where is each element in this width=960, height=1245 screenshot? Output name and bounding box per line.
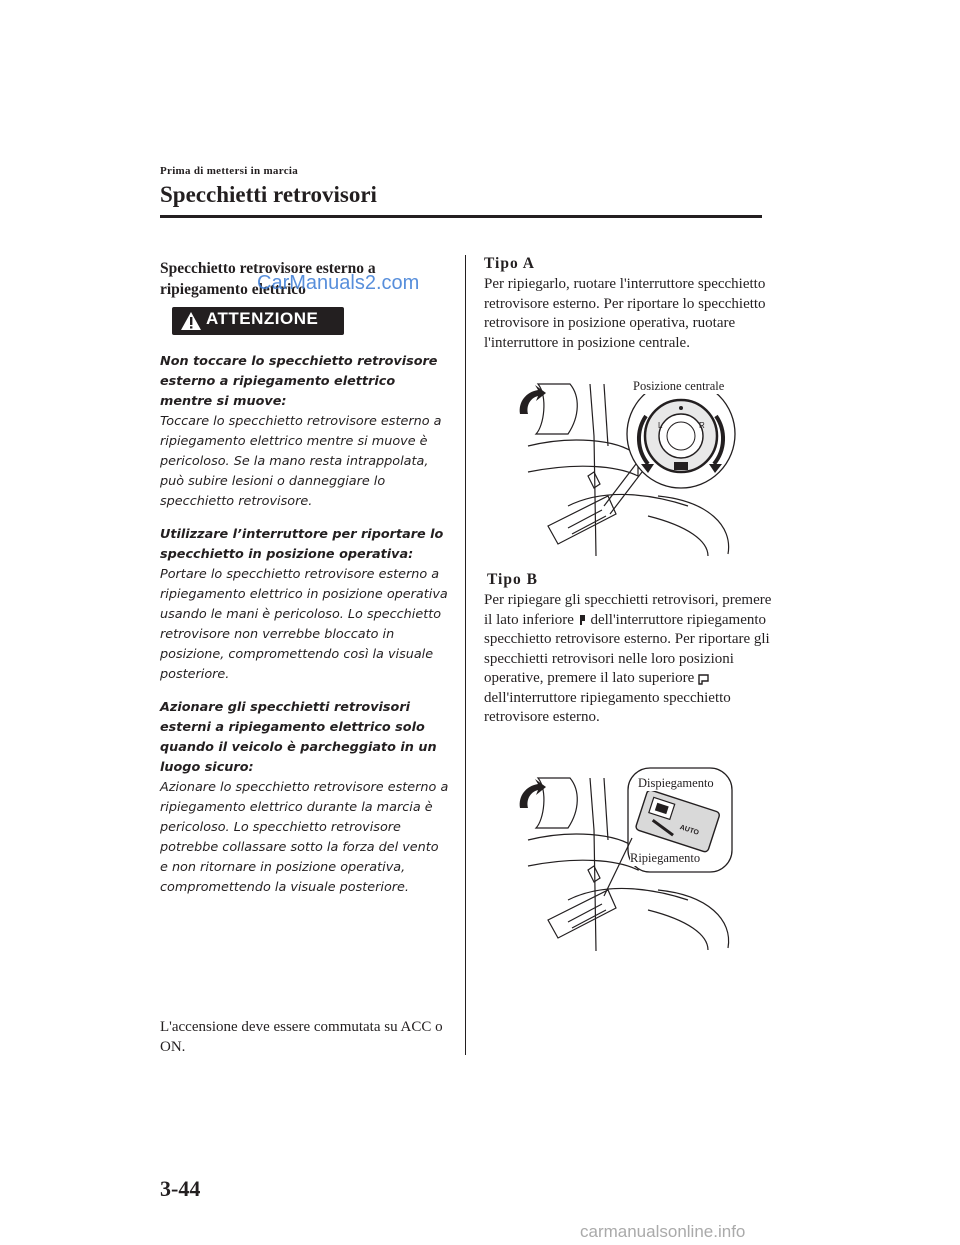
caution-item bbox=[160, 698, 450, 898]
figure-label-fold: Ripiegamento bbox=[630, 851, 701, 865]
tipo-b-figure bbox=[508, 766, 738, 956]
figure-label-center: Posizione centrale bbox=[633, 379, 725, 393]
tipo-b-text bbox=[484, 591, 776, 728]
column-divider bbox=[465, 255, 466, 1055]
warning-label: ATTENZIONE bbox=[206, 309, 319, 328]
caution-title: Utilizzare l’interruttore per riportare lo specchietto in posizione operativa: bbox=[160, 527, 444, 562]
caution-text: Azionare lo specchietto retrovisore esterno a ripiegamento elettrico durante la marcia è pericoloso. Lo specchietto retrovisore potrebbe collassare sotto la forza del vento e non ritornare in posizione operativa, compromettendo la visuale posteriore. bbox=[160, 780, 449, 895]
page-number: 3-44 bbox=[160, 1176, 201, 1201]
caution-item bbox=[160, 525, 450, 685]
warning-icon bbox=[180, 311, 202, 331]
tipo-a-text: Per ripiegarlo, ruotare l'interruttore specchietto retrovisore esterno. Per riportare lo specchietto retrovisore in posizione operativa, ruotare l'interruttore in posizione centrale. bbox=[484, 276, 766, 351]
subheading: Specchietto retrovisore esterno a ripiegamento elettrico bbox=[160, 260, 376, 298]
tipo-a-figure bbox=[508, 376, 738, 561]
switch-auto-text: AUTO bbox=[678, 824, 700, 837]
figure-label-unfold: Dispiegamento bbox=[638, 776, 714, 790]
tipo-b-text-3: dell'interruttore ripiegamento specchietto retrovisore esterno. bbox=[484, 689, 731, 725]
caution-block bbox=[160, 352, 450, 911]
watermark-bottom: carmanualsonline.info bbox=[580, 1222, 746, 1241]
caution-item bbox=[160, 352, 450, 512]
caution-text: Toccare lo specchietto retrovisore esterno a ripiegamento elettrico mentre si muove è pericoloso. Se la mano resta intrappolata, può subire lesioni o danneggiare lo specchietto retrovisore. bbox=[160, 414, 442, 509]
tipo-a-heading: Tipo A bbox=[484, 255, 535, 272]
tipo-b-text-1: Per ripiegare gli specchietti retrovisori, premere il lato inferiore bbox=[484, 592, 772, 628]
tipo-b-text-2: dell'interruttore ripiegamento specchietto retrovisore esterno. Per riportare gli specchietti retrovisori nelle loro posizioni operative, premere il lato superiore bbox=[484, 611, 770, 686]
caution-title: Azionare gli specchietti retrovisori esterni a ripiegamento elettrico solo quando il veicolo è parcheggiato in un luogo sicuro: bbox=[160, 700, 437, 775]
title-rule bbox=[160, 215, 762, 218]
caution-text: Portare lo specchietto retrovisore esterno a ripiegamento elettrico in posizione operativa usando le mani è pericoloso. Lo specchietto retrovisore non verrebbe bloccato in posizione, compromettendo così la visuale posteriore. bbox=[160, 567, 448, 682]
knob-right-letter: R bbox=[699, 421, 705, 430]
watermark-top: CarManuals2.com bbox=[257, 272, 420, 294]
mirror-fold-icon bbox=[578, 614, 587, 626]
section-label: Prima di mettersi in marcia bbox=[160, 165, 299, 177]
tipo-b-heading: Tipo B bbox=[487, 571, 538, 588]
page-title: Specchietti retrovisori bbox=[160, 182, 377, 207]
mirror-unfold-icon bbox=[698, 673, 710, 685]
ignition-note: L'accensione deve essere commutata su ACC o ON. bbox=[160, 1019, 443, 1055]
caution-title: Non toccare lo specchietto retrovisore esterno a ripiegamento elettrico mentre si muove: bbox=[160, 354, 438, 409]
knob-left-letter: L bbox=[658, 421, 663, 430]
